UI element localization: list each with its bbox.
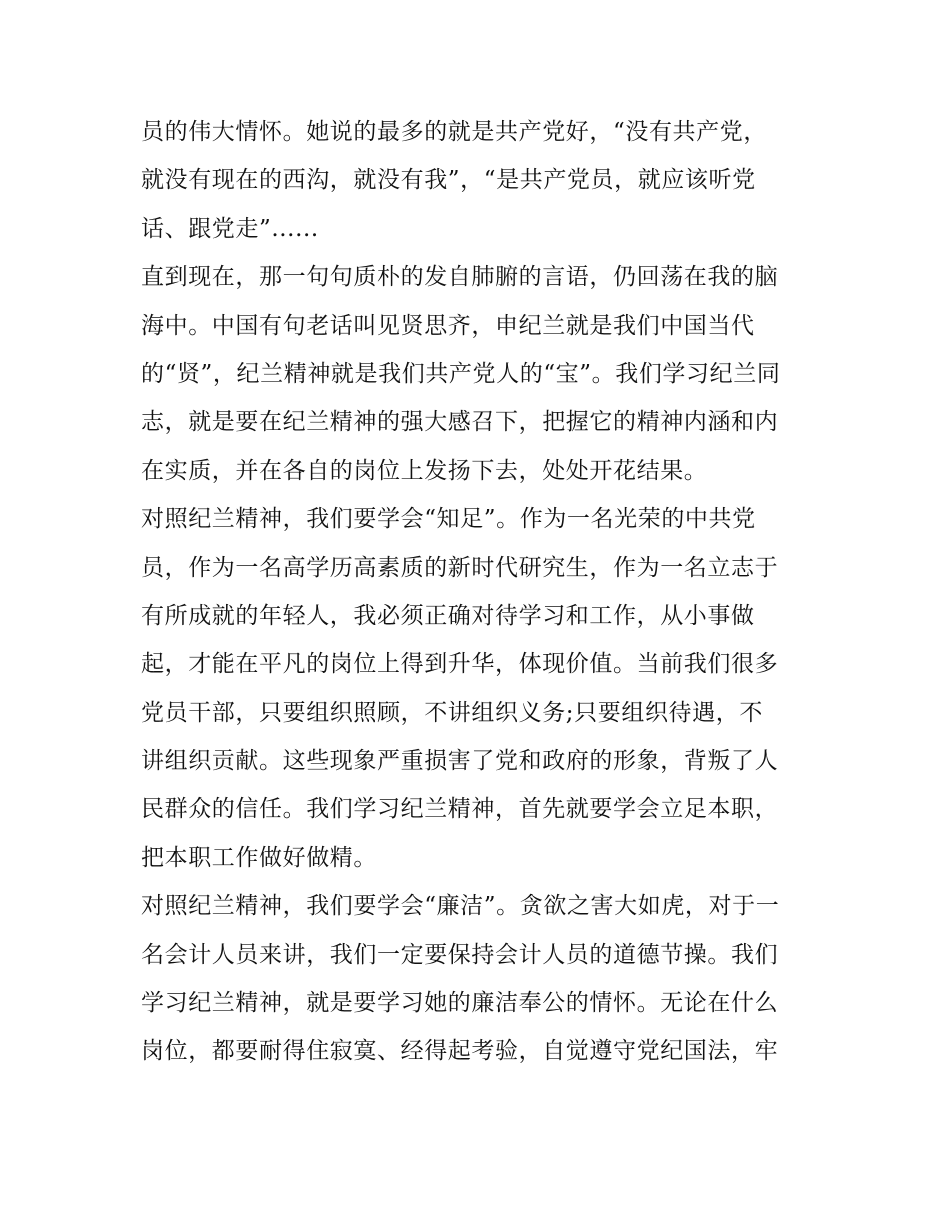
text-line: 有所成就的年轻人，我必须正确对待学习和工作，从小事做 — [141, 602, 755, 629]
text-line: 名会计人员来讲，我们一定要保持会计人员的道德节操。我们 — [141, 941, 779, 968]
text-line: 就没有现在的西沟，就没有我”，“是共产党员，就应该听党 — [141, 167, 756, 194]
text-line: 起，才能在平凡的岗位上得到升华，体现价值。当前我们很多 — [141, 651, 779, 678]
text-line: 员的伟大情怀。她说的最多的就是共产党好，“没有共产党， — [141, 119, 767, 145]
text-line: 学习纪兰精神，就是要学习她的廉洁奉公的情怀。无论在什么 — [141, 990, 779, 1017]
text-line: 把本职工作做好做精。 — [141, 844, 377, 871]
text-line: 民群众的信任。我们学习纪兰精神，首先就要学会立足本职， — [141, 796, 779, 823]
text-line: 志，就是要在纪兰精神的强大感召下，把握它的精神内涵和内 — [141, 409, 779, 436]
text-line: 党员干部，只要组织照顾，不讲组织义务;只要组织待遇，不 — [141, 699, 763, 726]
text-line: 讲组织贡献。这些现象严重损害了党和政府的形象，背叛了人 — [141, 748, 779, 775]
text-line: 员，作为一名高学历高素质的新时代研究生，作为一名立志于 — [141, 554, 779, 581]
text-line: 对照纪兰精神，我们要学会“廉洁”。贪欲之害大如虎，对于一 — [141, 893, 780, 920]
text-line: 岗位，都要耐得住寂寞、经得起考验，自觉遵守党纪国法，牢 — [141, 1038, 779, 1065]
text-line: 直到现在，那一句句质朴的发自肺腑的言语，仍回荡在我的脑 — [141, 264, 779, 291]
text-line: 话、跟党走”...... — [141, 215, 319, 242]
text-line: 在实质，并在各自的岗位上发扬下去，处处开花结果。 — [141, 457, 708, 484]
text-line: 对照纪兰精神，我们要学会“知足”。作为一名光荣的中共党 — [141, 506, 756, 533]
text-line: 的“贤”，纪兰精神就是我们共产党人的“宝”。我们学习纪兰同 — [141, 360, 781, 387]
text-line: 海中。中国有句老话叫见贤思齐，申纪兰就是我们中国当代 — [141, 312, 755, 339]
body-text — [141, 108, 811, 1076]
